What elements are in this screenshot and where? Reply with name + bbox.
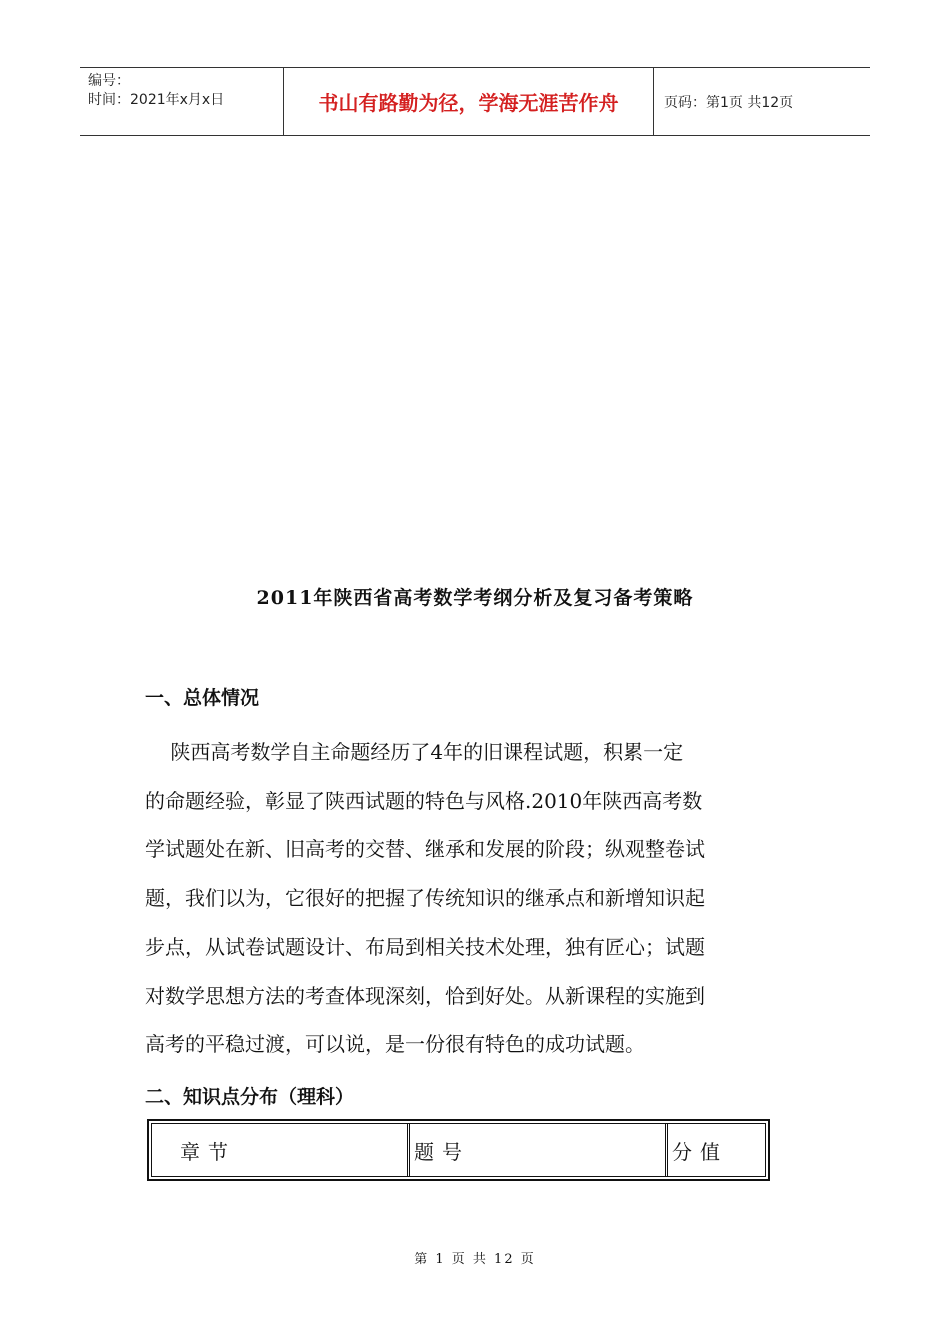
table-header-row xyxy=(151,1123,766,1177)
paragraph-line: 题，我们以为，它很好的把握了传统知识的继承点和新增知识起 xyxy=(145,886,705,911)
paragraph-line: 陕西高考数学自主命题经历了4年的旧课程试题，积累一定 xyxy=(145,740,684,764)
paragraph-line: 高考的平稳过渡，可以说，是一份很有特色的成功试题。 xyxy=(145,1032,645,1057)
paragraph-line: 学试题处在新、旧高考的交替、继承和发展的阶段；纵观整卷试 xyxy=(145,837,705,862)
header-motto: 书山有路勤为径，学海无涯苦作舟 xyxy=(283,68,654,135)
paragraph-line: 对数学思想方法的考查体现深刻，恰到好处。从新课程的实施到 xyxy=(145,983,705,1008)
header-meta xyxy=(80,68,283,135)
document-number-label: 编号： xyxy=(88,73,130,89)
paragraph-line: 步点，从试卷试题设计、布局到相关技术处理，独有匠心；试题 xyxy=(145,934,705,959)
page-footer: 第 1 页 共 12 页 xyxy=(414,1252,536,1267)
document-title: 2011年陕西省高考数学考纲分析及复习备考策略 xyxy=(256,587,694,609)
document-date-label: 时间：2021年x月x日 xyxy=(88,92,225,108)
page-header xyxy=(80,67,870,136)
table-header-chapter: 章节 xyxy=(152,1124,410,1176)
section-heading-knowledge-distribution: 二、知识点分布（理科） xyxy=(145,1086,355,1108)
table-header-question-number: 题号 xyxy=(410,1124,668,1176)
table-header-score: 分值 xyxy=(672,1139,728,1164)
paragraph-line: 的命题经验，彰显了陕西试题的特色与风格.2010年陕西高考数 xyxy=(145,788,703,813)
section-paragraph-overview xyxy=(145,728,775,1069)
header-page-code: 页码：第1页 共12页 xyxy=(664,94,794,111)
knowledge-table xyxy=(147,1119,770,1181)
section-heading-overview: 一、总体情况 xyxy=(145,687,260,709)
